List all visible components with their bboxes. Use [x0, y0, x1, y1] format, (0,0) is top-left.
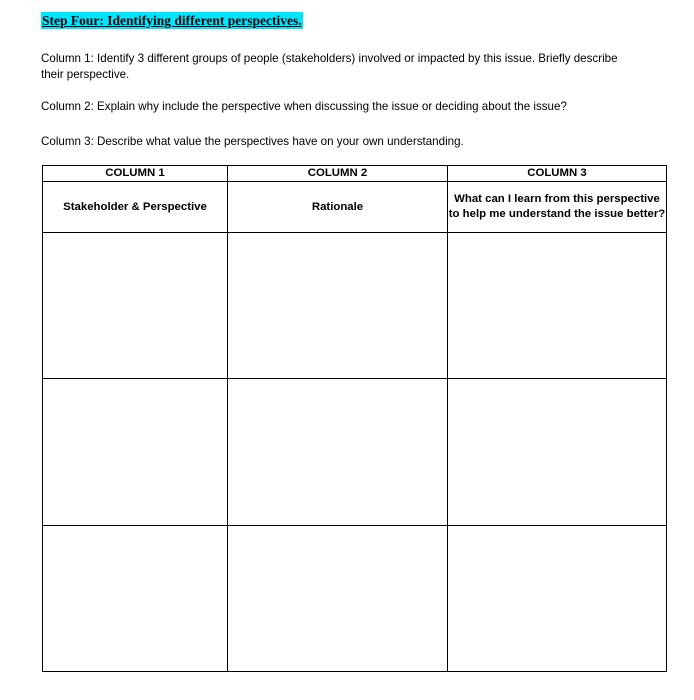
column-number-row [43, 166, 667, 182]
answer-cell-learning[interactable] [448, 525, 667, 671]
answer-cell-stakeholder[interactable] [43, 379, 228, 525]
instruction-column-3: Column 3: Describe what value the perspectives have on your own understanding. [41, 135, 464, 148]
column-2-label: COLUMN 2 [228, 166, 448, 182]
answer-cell-rationale[interactable] [228, 233, 448, 379]
instruction-column-2: Column 2: Explain why include the perspective when discussing the issue or deciding about the issue? [41, 100, 567, 113]
column-3-label: COLUMN 3 [448, 166, 667, 182]
column-header-row [43, 182, 667, 233]
answer-cell-rationale[interactable] [228, 525, 448, 671]
answer-cell-rationale[interactable] [228, 379, 448, 525]
column-1-label: COLUMN 1 [43, 166, 228, 182]
rationale-header: Rationale [228, 182, 448, 233]
instruction-column-1: Column 1: Identify 3 different groups of people (stakeholders) involved or impacted by this issue. Briefly describe their perspective. [41, 52, 618, 81]
answer-cell-stakeholder[interactable] [43, 233, 228, 379]
table-row [43, 525, 667, 671]
answer-cell-learning[interactable] [448, 233, 667, 379]
answer-cell-learning[interactable] [448, 379, 667, 525]
table-row [43, 379, 667, 525]
stakeholder-perspective-header: Stakeholder & Perspective [43, 182, 228, 233]
table-row [43, 233, 667, 379]
answer-cell-stakeholder[interactable] [43, 525, 228, 671]
perspectives-table [42, 165, 667, 672]
section-heading: Step Four: Identifying different perspectives. [42, 13, 302, 28]
learning-header: What can I learn from this perspective to help me understand the issue better? [448, 182, 667, 233]
